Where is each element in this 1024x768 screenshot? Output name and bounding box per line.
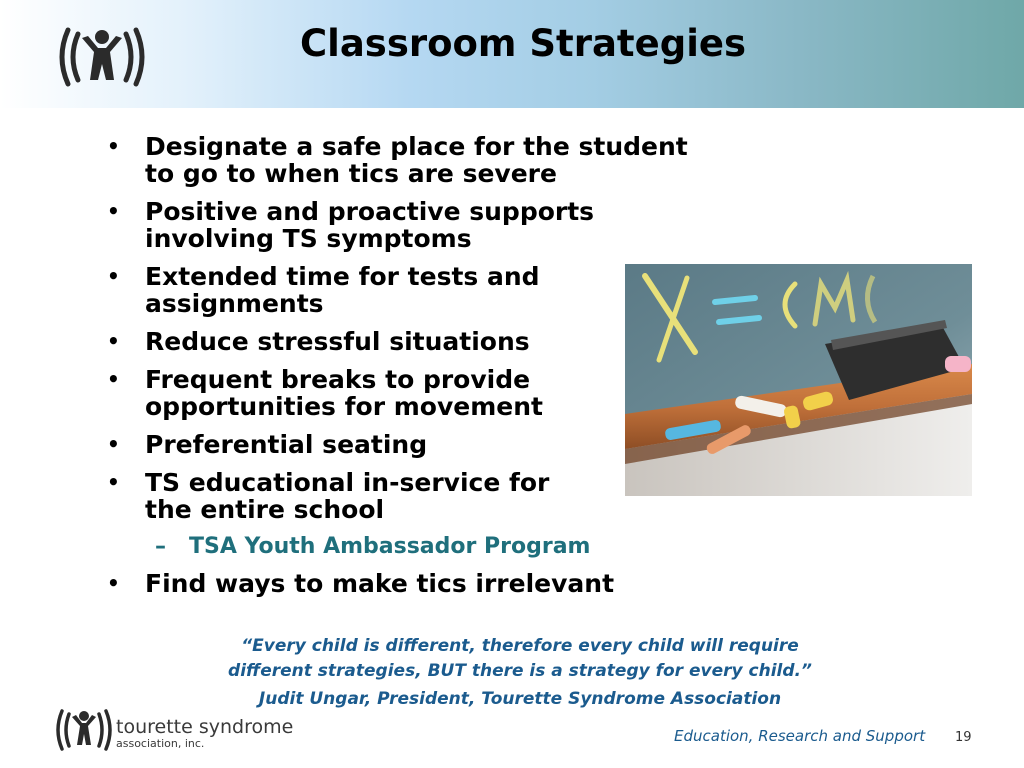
bullet-item xyxy=(104,570,804,597)
bullet-text: assignments xyxy=(145,289,324,318)
sub-bullet-item xyxy=(104,534,804,560)
bullet-item xyxy=(104,198,804,252)
bullet-marker: • xyxy=(107,329,120,353)
bullet-text: Preferential seating xyxy=(145,430,428,459)
bullet-text: Positive and proactive supports xyxy=(145,197,595,226)
bullet-text: opportunities for movement xyxy=(145,392,543,421)
bullet-marker: • xyxy=(107,264,120,288)
bullet-text: the entire school xyxy=(145,495,385,524)
quote-block xyxy=(150,634,890,712)
quote-line: different strategies, BUT there is a strategy for every child.” xyxy=(228,661,812,681)
tsa-footer-logo-icon xyxy=(54,707,294,753)
bullet-text: involving TS symptoms xyxy=(145,224,472,253)
logo-subname: association, inc. xyxy=(116,737,205,750)
bullet-marker: • xyxy=(107,470,120,494)
footer-tagline: Education, Research and Support xyxy=(674,727,926,745)
bullet-text: to go to when tics are severe xyxy=(145,159,557,188)
bullet-text: Extended time for tests and xyxy=(145,262,540,291)
slide-header xyxy=(0,0,1024,108)
bullet-marker: • xyxy=(107,571,120,595)
bullet-text: Frequent breaks to provide xyxy=(145,365,531,394)
logo-name: tourette syndrome xyxy=(116,716,294,738)
bullet-item xyxy=(104,133,804,187)
bullet-marker: • xyxy=(107,134,120,158)
page-number: 19 xyxy=(955,730,972,745)
sub-bullet-marker: – xyxy=(155,534,166,559)
quote-line: “Every child is different, therefore every child will require xyxy=(241,636,799,656)
quote-attribution: Judit Ungar, President, Tourette Syndrome Association xyxy=(258,689,782,709)
slide-title: Classroom Strategies xyxy=(300,22,746,65)
bullet-text: Reduce stressful situations xyxy=(145,327,530,356)
tsa-logo-icon xyxy=(54,24,150,90)
sub-bullet-text: TSA Youth Ambassador Program xyxy=(189,534,591,559)
chalkboard-photo xyxy=(625,264,972,496)
bullet-marker: • xyxy=(107,199,120,223)
bullet-text: Designate a safe place for the student xyxy=(145,132,688,161)
bullet-text: TS educational in-service for xyxy=(145,468,550,497)
bullet-marker: • xyxy=(107,432,120,456)
bullet-text: Find ways to make tics irrelevant xyxy=(145,569,615,598)
bullet-marker: • xyxy=(107,367,120,391)
